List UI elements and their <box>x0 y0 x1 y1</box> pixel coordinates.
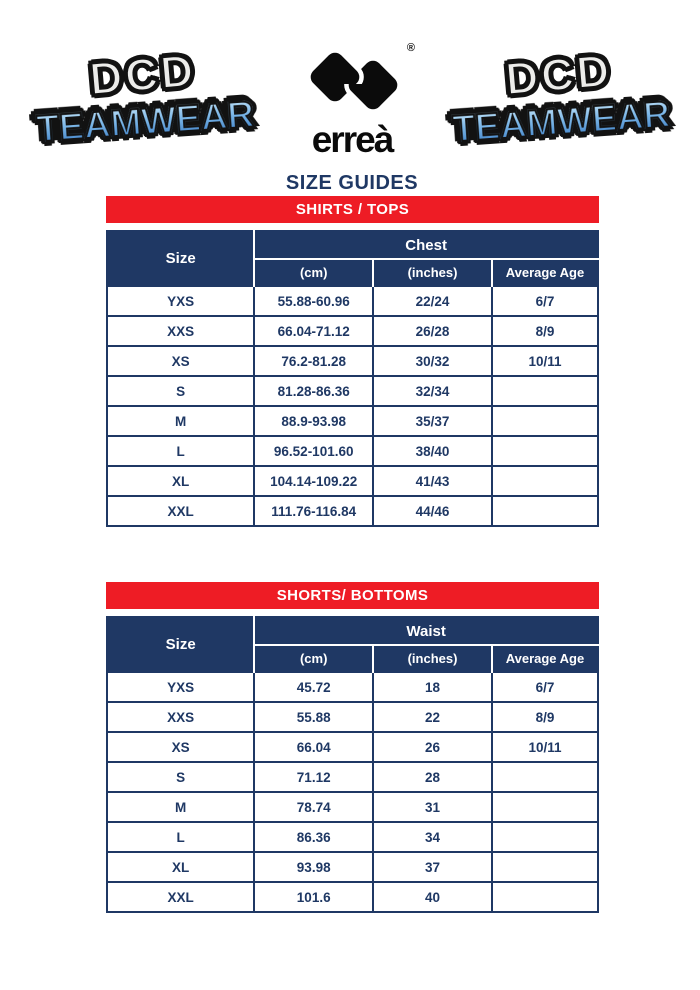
table-cell: 38/40 <box>373 436 492 466</box>
shorts-bottoms-table-header <box>107 617 598 672</box>
table-cell: 104.14-109.22 <box>254 466 373 496</box>
shorts-bottoms-table-body <box>107 672 598 912</box>
dcd-teamwear-logo-right <box>440 44 680 150</box>
registered-trademark-mark: ® <box>406 42 415 54</box>
shorts-bottoms-table <box>106 616 599 913</box>
table-cell: YXS <box>107 672 254 702</box>
table-row <box>107 316 598 346</box>
table-cell: 6/7 <box>492 672 598 702</box>
table-cell: 34 <box>373 822 492 852</box>
cm-column-header: (cm) <box>254 645 373 672</box>
tables-container <box>106 196 599 913</box>
table-cell: 22 <box>373 702 492 732</box>
table-cell: M <box>107 792 254 822</box>
shirts-tops-table-header <box>107 231 598 286</box>
section-spacer <box>106 527 599 582</box>
table-cell: 26/28 <box>373 316 492 346</box>
table-cell: 10/11 <box>492 346 598 376</box>
table-row <box>107 792 598 822</box>
table-cell: 101.6 <box>254 882 373 912</box>
table-cell: 22/24 <box>373 286 492 316</box>
table-cell: 55.88-60.96 <box>254 286 373 316</box>
table-cell: 55.88 <box>254 702 373 732</box>
table-cell: 40 <box>373 882 492 912</box>
table-cell <box>492 496 598 526</box>
table-row <box>107 762 598 792</box>
table-cell <box>492 792 598 822</box>
table-row <box>107 346 598 376</box>
table-cell <box>492 436 598 466</box>
table-cell: XXS <box>107 702 254 732</box>
group-header-row <box>107 231 598 259</box>
errea-wordmark: erreà <box>311 119 393 160</box>
table-cell: 35/37 <box>373 406 492 436</box>
waist-group-header: Waist <box>254 617 598 645</box>
table-row <box>107 406 598 436</box>
table-cell: 86.36 <box>254 822 373 852</box>
group-header-row <box>107 617 598 645</box>
teamwear-logo-text: TEAMWEAR <box>26 95 264 148</box>
shirts-tops-table <box>106 230 599 527</box>
table-cell: L <box>107 822 254 852</box>
table-cell: XL <box>107 466 254 496</box>
size-column-header: Size <box>107 231 254 286</box>
table-cell <box>492 406 598 436</box>
table-cell: XS <box>107 346 254 376</box>
shirts-tops-section <box>106 196 599 527</box>
table-cell <box>492 376 598 406</box>
inches-column-header: (inches) <box>373 645 492 672</box>
table-row <box>107 496 598 526</box>
table-row <box>107 466 598 496</box>
table-row <box>107 436 598 466</box>
table-cell: 37 <box>373 852 492 882</box>
table-cell: 71.12 <box>254 762 373 792</box>
page-title: SIZE GUIDES <box>285 172 419 194</box>
table-row <box>107 286 598 316</box>
table-cell: 111.76-116.84 <box>254 496 373 526</box>
table-cell: 8/9 <box>492 316 598 346</box>
table-row <box>107 822 598 852</box>
teamwear-logo-text: TEAMWEAR <box>442 95 680 148</box>
errea-diamonds-icon <box>289 44 415 118</box>
dcd-teamwear-logo-left <box>24 44 264 150</box>
table-row <box>107 732 598 762</box>
table-cell <box>492 466 598 496</box>
table-cell: XXL <box>107 496 254 526</box>
table-cell: 18 <box>373 672 492 702</box>
table-cell: S <box>107 376 254 406</box>
chest-group-header: Chest <box>254 231 598 259</box>
shirts-tops-banner: SHIRTS / TOPS <box>106 196 599 223</box>
table-cell <box>492 882 598 912</box>
table-cell: L <box>107 436 254 466</box>
table-row <box>107 672 598 702</box>
table-cell: XL <box>107 852 254 882</box>
table-cell: M <box>107 406 254 436</box>
table-cell: 26 <box>373 732 492 762</box>
shirts-tops-table-body <box>107 286 598 526</box>
cm-column-header: (cm) <box>254 259 373 286</box>
table-row <box>107 852 598 882</box>
table-cell <box>492 762 598 792</box>
table-cell: 76.2-81.28 <box>254 346 373 376</box>
table-row <box>107 702 598 732</box>
table-cell <box>492 852 598 882</box>
table-cell: 31 <box>373 792 492 822</box>
table-cell: XS <box>107 732 254 762</box>
table-cell: 88.9-93.98 <box>254 406 373 436</box>
table-cell: 81.28-86.36 <box>254 376 373 406</box>
table-cell: 10/11 <box>492 732 598 762</box>
table-cell: 96.52-101.60 <box>254 436 373 466</box>
size-column-header: Size <box>107 617 254 672</box>
table-cell: S <box>107 762 254 792</box>
average-age-column-header: Average Age <box>492 645 598 672</box>
table-cell: 30/32 <box>373 346 492 376</box>
table-cell: YXS <box>107 286 254 316</box>
table-cell <box>492 822 598 852</box>
shorts-bottoms-section <box>106 582 599 913</box>
table-cell: 78.74 <box>254 792 373 822</box>
table-cell: 45.72 <box>254 672 373 702</box>
dcd-logo-text: DCD <box>87 44 199 105</box>
table-cell: 32/34 <box>373 376 492 406</box>
table-row <box>107 376 598 406</box>
table-cell: 8/9 <box>492 702 598 732</box>
table-cell: 66.04-71.12 <box>254 316 373 346</box>
table-cell: 6/7 <box>492 286 598 316</box>
table-cell: 44/46 <box>373 496 492 526</box>
average-age-column-header: Average Age <box>492 259 598 286</box>
table-cell: XXS <box>107 316 254 346</box>
dcd-logo-text: DCD <box>503 44 615 105</box>
table-row <box>107 882 598 912</box>
errea-brand <box>267 42 437 195</box>
table-cell: 41/43 <box>373 466 492 496</box>
table-cell: 66.04 <box>254 732 373 762</box>
table-cell: 28 <box>373 762 492 792</box>
inches-column-header: (inches) <box>373 259 492 286</box>
table-cell: 93.98 <box>254 852 373 882</box>
header <box>0 0 700 196</box>
shorts-bottoms-banner: SHORTS/ BOTTOMS <box>106 582 599 609</box>
table-cell: XXL <box>107 882 254 912</box>
